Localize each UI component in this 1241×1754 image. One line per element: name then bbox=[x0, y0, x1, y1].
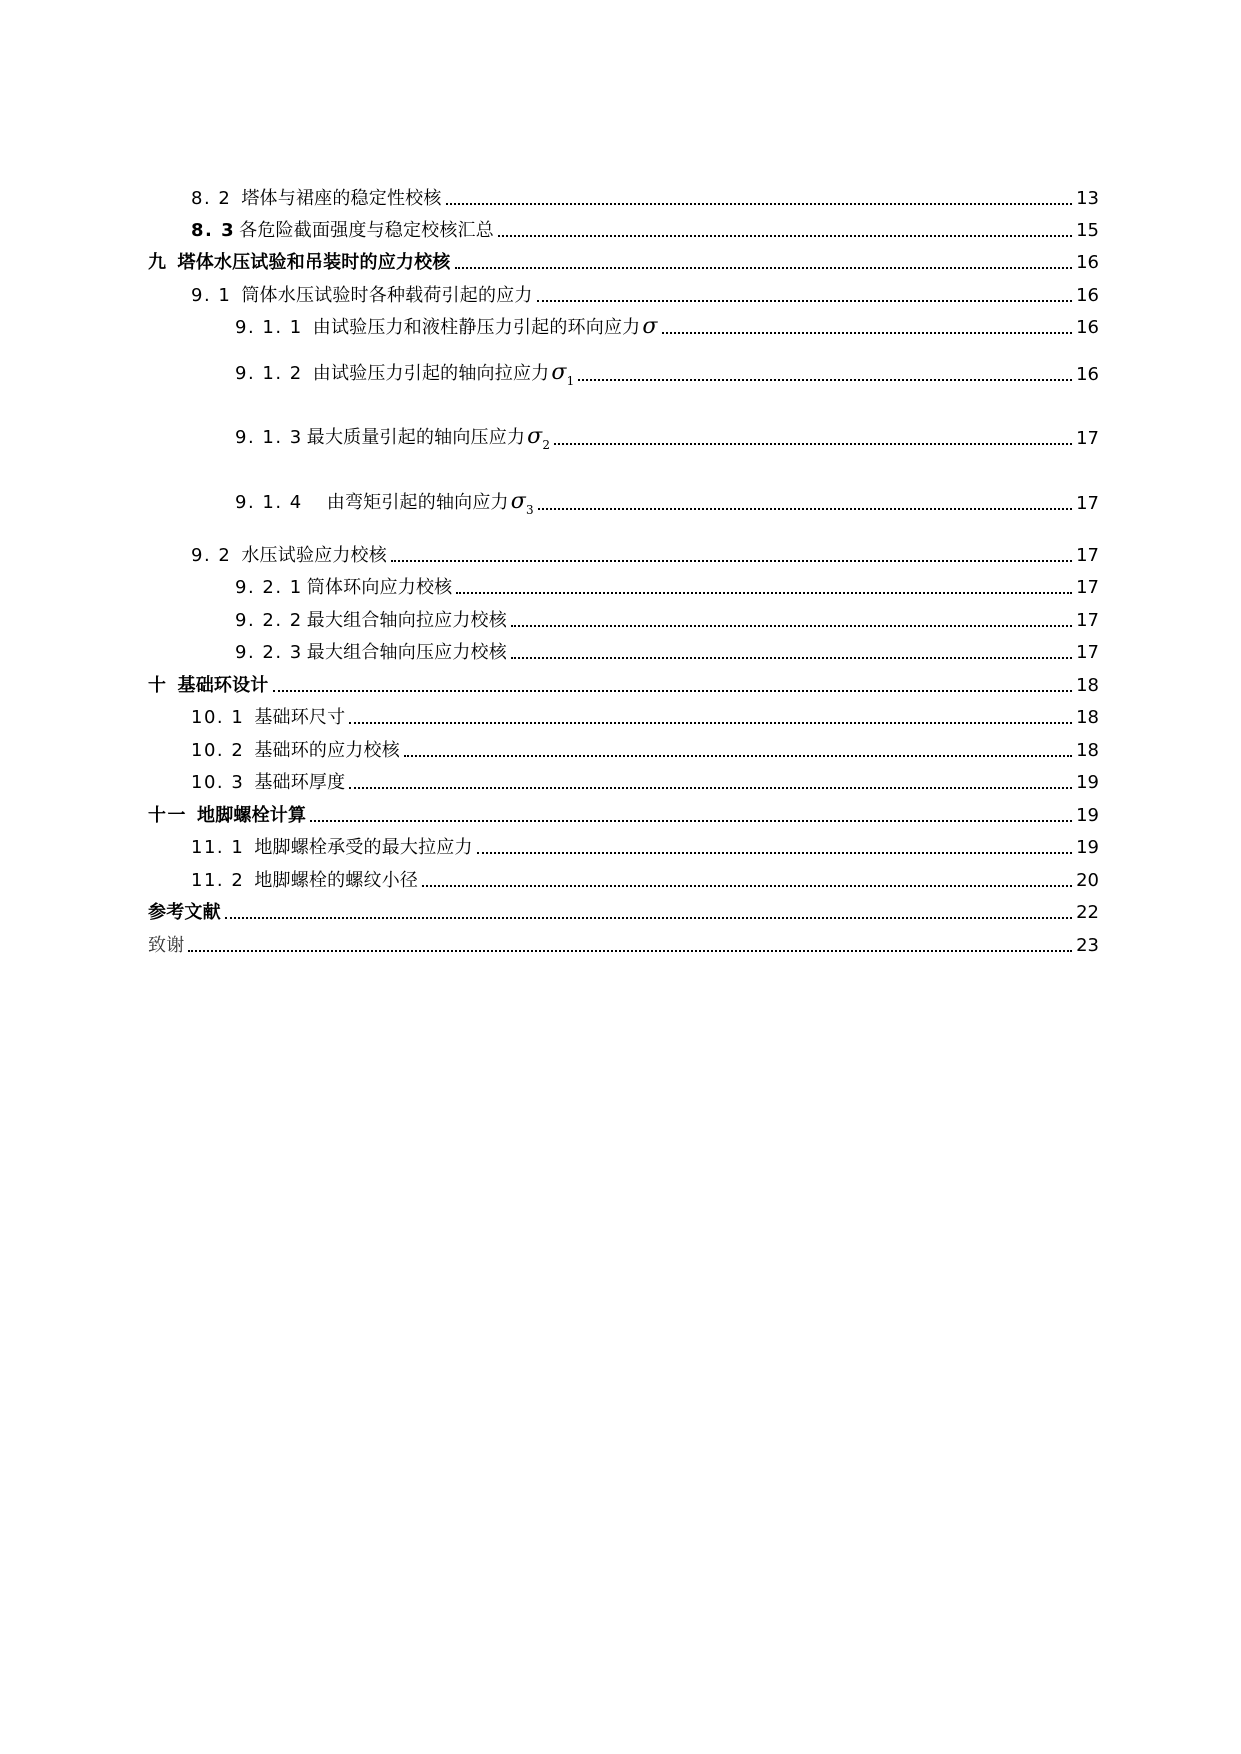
toc-title: 由弯矩引起的轴向应力 bbox=[326, 492, 509, 513]
toc-title: 地脚螺栓承受的最大拉应力 bbox=[254, 837, 473, 858]
toc-number: 九 bbox=[148, 252, 168, 273]
toc-page-number: 17 bbox=[1076, 642, 1099, 663]
toc-title: 最大组合轴向压应力校核 bbox=[306, 642, 507, 663]
toc-number: 10. 1 bbox=[191, 707, 245, 728]
toc-page-number: 17 bbox=[1076, 493, 1099, 514]
toc-number: 11. 2 bbox=[191, 870, 245, 891]
dot-leader bbox=[511, 657, 1072, 659]
dot-leader bbox=[511, 625, 1072, 627]
toc-entry-9-2-3[interactable] bbox=[235, 636, 1099, 664]
dot-leader bbox=[477, 852, 1072, 854]
toc-title: 各危险截面强度与稳定校核汇总 bbox=[239, 220, 494, 241]
dot-leader bbox=[538, 508, 1072, 510]
toc-page-number: 15 bbox=[1076, 220, 1099, 241]
toc-page-number: 19 bbox=[1076, 805, 1099, 826]
dot-leader bbox=[498, 235, 1072, 237]
toc-number: 9. 2 bbox=[191, 545, 232, 566]
toc-page-number: 18 bbox=[1076, 740, 1099, 761]
toc-title: 筒体环向应力校核 bbox=[306, 577, 453, 598]
toc-entry-9-1[interactable] bbox=[191, 279, 1099, 307]
dot-leader bbox=[578, 379, 1072, 381]
toc-page-number: 16 bbox=[1076, 252, 1099, 273]
sigma-subscript: 1 bbox=[566, 374, 575, 388]
toc-title: 基础环厚度 bbox=[254, 772, 346, 793]
toc-number: 8. 2 bbox=[191, 188, 232, 209]
toc-number: 9. 2. 1 bbox=[235, 577, 303, 598]
dot-leader bbox=[391, 560, 1072, 562]
dot-leader bbox=[273, 690, 1073, 692]
toc-number: 9. 2. 3 bbox=[235, 642, 303, 663]
toc-page-number: 16 bbox=[1076, 285, 1099, 306]
toc-page-number: 17 bbox=[1076, 428, 1099, 449]
dot-leader bbox=[310, 820, 1072, 822]
dot-leader bbox=[404, 755, 1072, 757]
sigma-subscript: 2 bbox=[542, 438, 551, 452]
toc-title: 参考文献 bbox=[148, 902, 221, 923]
dot-leader bbox=[662, 332, 1073, 334]
toc-number: 9. 1. 2 bbox=[235, 363, 303, 384]
dot-leader bbox=[349, 787, 1072, 789]
toc-page-number: 19 bbox=[1076, 772, 1099, 793]
toc-number: 9. 1. 4 bbox=[235, 492, 303, 513]
toc-entry-9-1-1[interactable] bbox=[235, 311, 1099, 339]
toc-entry-10-2[interactable] bbox=[191, 734, 1099, 762]
toc-page-number: 22 bbox=[1076, 902, 1099, 923]
toc-number: 9. 1 bbox=[191, 285, 232, 306]
toc-number: 10. 3 bbox=[191, 772, 245, 793]
toc-number: 9. 1. 1 bbox=[235, 317, 303, 338]
toc-title: 基础环的应力校核 bbox=[254, 740, 400, 761]
toc-entry-8-2[interactable] bbox=[191, 182, 1099, 210]
toc-page-number: 18 bbox=[1076, 707, 1099, 728]
toc-acknowledgements[interactable] bbox=[148, 929, 1099, 957]
toc-title: 由试验压力引起的轴向拉应力 bbox=[312, 363, 550, 384]
toc-entry-9-2[interactable] bbox=[191, 539, 1099, 567]
toc-title: 最大组合轴向拉应力校核 bbox=[306, 610, 507, 631]
toc-page-number: 16 bbox=[1076, 317, 1099, 338]
toc-page-number: 19 bbox=[1076, 837, 1099, 858]
toc-title: 地脚螺栓计算 bbox=[197, 805, 307, 826]
toc-number: 11. 1 bbox=[191, 837, 245, 858]
toc-chapter-10[interactable] bbox=[148, 669, 1099, 697]
dot-leader bbox=[446, 203, 1073, 205]
toc-title: 塔体水压试验和吊装时的应力校核 bbox=[177, 252, 451, 273]
toc-entry-11-2[interactable] bbox=[191, 864, 1099, 892]
toc-number: 10. 2 bbox=[191, 740, 245, 761]
toc-chapter-11[interactable] bbox=[148, 799, 1099, 827]
toc-number: 9. 1. 3 bbox=[235, 427, 303, 448]
toc-entry-9-2-1[interactable] bbox=[235, 571, 1099, 599]
toc-title: 基础环尺寸 bbox=[254, 707, 346, 728]
toc-entry-10-1[interactable] bbox=[191, 701, 1099, 729]
toc-title: 致谢 bbox=[148, 935, 185, 956]
toc-entry-11-1[interactable] bbox=[191, 831, 1099, 859]
dot-leader bbox=[456, 592, 1072, 594]
toc-page-number: 17 bbox=[1076, 577, 1099, 598]
dot-leader bbox=[188, 950, 1072, 952]
toc-entry-9-1-3[interactable] bbox=[235, 422, 1099, 450]
dot-leader bbox=[554, 443, 1072, 445]
toc-references[interactable] bbox=[148, 896, 1099, 924]
sigma-symbol: σ bbox=[551, 360, 567, 385]
dot-leader bbox=[225, 917, 1072, 919]
toc-title: 由试验压力和液柱静压力引起的环向应力 bbox=[312, 317, 641, 338]
toc-title: 最大质量引起的轴向压应力 bbox=[306, 427, 526, 448]
toc-entry-9-1-2[interactable] bbox=[235, 358, 1099, 386]
toc-entry-9-1-4[interactable] bbox=[235, 487, 1099, 515]
toc-page-number: 17 bbox=[1076, 610, 1099, 631]
toc-page-number: 17 bbox=[1076, 545, 1099, 566]
toc-title: 水压试验应力校核 bbox=[241, 545, 387, 566]
toc-page-number: 13 bbox=[1076, 188, 1099, 209]
toc-entry-9-2-2[interactable] bbox=[235, 604, 1099, 632]
sigma-symbol: σ bbox=[527, 424, 543, 449]
toc-page-number: 16 bbox=[1076, 364, 1099, 385]
toc-number: 8. 3 bbox=[191, 220, 236, 241]
toc-page-number: 18 bbox=[1076, 675, 1099, 696]
toc-number: 9. 2. 2 bbox=[235, 610, 303, 631]
sigma-symbol: σ bbox=[510, 489, 526, 514]
toc-title: 塔体与裙座的稳定性校核 bbox=[241, 188, 442, 209]
toc-title: 筒体水压试验时各种载荷引起的应力 bbox=[241, 285, 533, 306]
dot-leader bbox=[422, 885, 1072, 887]
toc-chapter-9[interactable] bbox=[148, 246, 1099, 274]
toc-page-number: 20 bbox=[1076, 870, 1099, 891]
dot-leader bbox=[455, 267, 1073, 269]
toc-entry-8-3[interactable] bbox=[191, 214, 1099, 242]
sigma-symbol: σ bbox=[642, 314, 658, 339]
toc-number: 十一 bbox=[148, 805, 187, 826]
toc-number: 十 bbox=[148, 675, 168, 696]
dot-leader bbox=[349, 722, 1072, 724]
toc-title: 地脚螺栓的螺纹小径 bbox=[254, 870, 419, 891]
dot-leader bbox=[537, 300, 1073, 302]
toc-title: 基础环设计 bbox=[177, 675, 269, 696]
toc-entry-10-3[interactable] bbox=[191, 766, 1099, 794]
toc-page-number: 23 bbox=[1076, 935, 1099, 956]
sigma-subscript: 3 bbox=[525, 503, 534, 517]
